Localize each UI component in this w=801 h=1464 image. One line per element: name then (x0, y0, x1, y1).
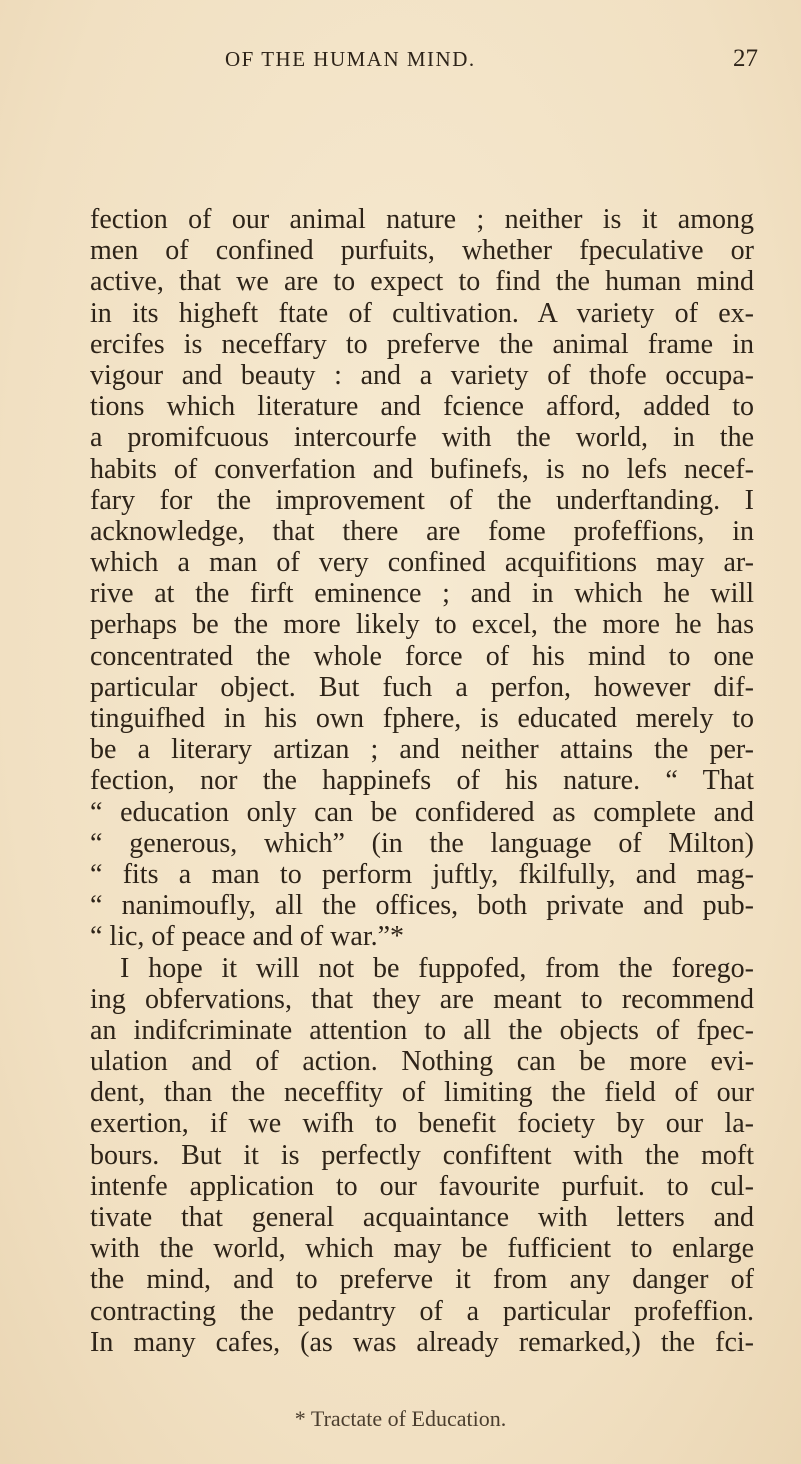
text-line: vigour and beauty : and a variety of thofe occupa- (90, 359, 754, 391)
text-line: contracting the pedantry of a particular profeffion. (90, 1295, 754, 1327)
text-line: be a literary artizan ; and neither attains the per- (90, 734, 754, 766)
running-header (0, 47, 801, 77)
text-line: a promifcuous intercourfe with the world, in the (90, 422, 754, 454)
page-number: 27 (733, 45, 758, 72)
text-line: In many cafes, (as was already remarked,) the fci- (90, 1326, 754, 1358)
text-line: active, that we are to expect to find the human mind (90, 266, 754, 298)
text-line: in its higheft ftate of cultivation. A variety of ex- (90, 297, 754, 329)
text-line: “ nanimoufly, all the offices, both private and pub- (90, 890, 754, 922)
text-line: particular object. But fuch a perfon, however dif- (90, 671, 754, 703)
text-line: tions which literature and fcience afford, added to (90, 391, 754, 423)
text-line: exertion, if we wifh to benefit fociety by our la- (90, 1108, 754, 1140)
text-line: habits of converfation and bufinefs, is no lefs necef- (90, 453, 754, 485)
text-line: ulation and of action. Nothing can be more evi- (90, 1046, 754, 1078)
text-line: “ fits a man to perform juftly, fkilfully, and mag- (90, 858, 754, 890)
text-line: an indifcriminate attention to all the objects of fpec- (90, 1014, 754, 1046)
text-line: concentrated the whole force of his mind to one (90, 640, 754, 672)
text-line: “ generous, which” (in the language of Milton) (90, 827, 754, 859)
text-line: perhaps be the more likely to excel, the more he has (90, 609, 754, 641)
footnote: * Tractate of Education. (294, 1406, 507, 1431)
text-line: bours. But it is perfectly confiftent with the moft (90, 1139, 754, 1171)
text-line: rive at the firft eminence ; and in which he will (90, 578, 754, 610)
text-line: intenfe application to our favourite purfuit. to cul- (90, 1170, 754, 1202)
body-text (90, 204, 754, 1358)
text-line: ercifes is neceffary to preferve the animal frame in (90, 328, 754, 360)
text-line: fary for the improvement of the underftanding. I (90, 484, 754, 516)
text-line: “ lic, of peace and of war.”* (90, 921, 405, 953)
text-line: tivate that general acquaintance with letters and (90, 1202, 754, 1233)
text-line: “ education only can be confidered as complete and (90, 796, 754, 828)
text-line: men of confined purfuits, whether fpeculative or (90, 235, 754, 267)
text-line: which a man of very confined acquifitions may ar- (90, 547, 754, 579)
text-line: ing obfervations, that they are meant to recommend (90, 983, 754, 1015)
text-line: I hope it will not be fuppofed, from the forego- (120, 952, 754, 984)
running-title: OF THE HUMAN MIND. (225, 47, 476, 71)
text-line: with the world, which may be fufficient to enlarge (90, 1233, 754, 1265)
text-line: fection, nor the happinefs of his nature. “ That (90, 765, 754, 797)
text-line: the mind, and to preferve it from any danger of (90, 1264, 754, 1296)
text-line: fection of our animal nature ; neither is it among (90, 204, 754, 235)
text-line: dent, than the neceffity of limiting the field of our (90, 1077, 754, 1109)
text-line: acknowledge, that there are fome profeffions, in (90, 515, 754, 547)
text-line: tinguifhed in his own fphere, is educated merely to (90, 703, 754, 734)
